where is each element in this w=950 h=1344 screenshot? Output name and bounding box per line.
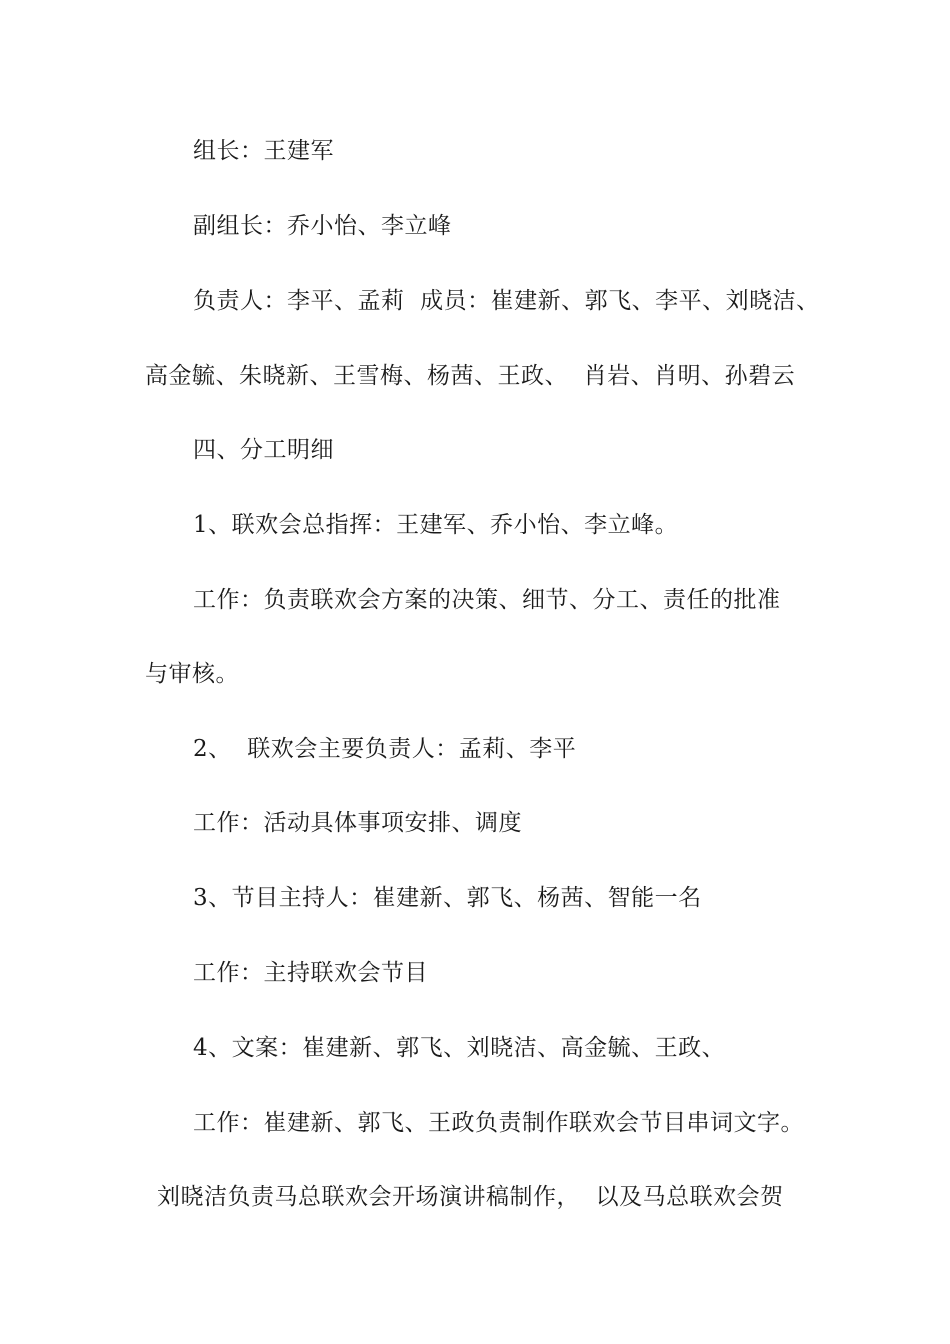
deputy-leader-line: 副组长：乔小怡、李立峰 xyxy=(193,213,452,239)
team-leader-line: 组长：王建军 xyxy=(193,138,334,164)
item-2-title: 2、 联欢会主要负责人：孟莉、李平 xyxy=(193,736,577,762)
item-3-title: 3、节目主持人：崔建新、郭飞、杨茜、智能一名 xyxy=(193,885,702,911)
item-4-work: 工作：崔建新、郭飞、王政负责制作联欢会节目串词文字。 xyxy=(193,1110,804,1136)
item-2-work: 工作：活动具体事项安排、调度 xyxy=(193,810,522,836)
item-1-title: 1、联欢会总指挥：王建军、乔小怡、李立峰。 xyxy=(193,512,679,538)
item-3-work: 工作：主持联欢会节目 xyxy=(193,960,428,986)
item-1-work: 工作：负责联欢会方案的决策、细节、分工、责任的批准 xyxy=(193,587,781,613)
members-continued-line: 高金毓、朱晓新、王雪梅、杨茜、王政、 肖岩、肖明、孙碧云 xyxy=(145,363,796,389)
responsible-members-line: 负责人：李平、孟莉 成员：崔建新、郭飞、李平、刘晓洁、 xyxy=(193,288,820,314)
item-4-work-continued: 刘晓洁负责马总联欢会开场演讲稿制作， 以及马总联欢会贺 xyxy=(157,1184,784,1210)
item-4-title: 4、文案：崔建新、郭飞、刘晓洁、高金毓、王政、 xyxy=(193,1035,726,1061)
item-1-work-continued: 与审核。 xyxy=(145,661,239,687)
section-heading: 四、分工明细 xyxy=(193,437,334,463)
